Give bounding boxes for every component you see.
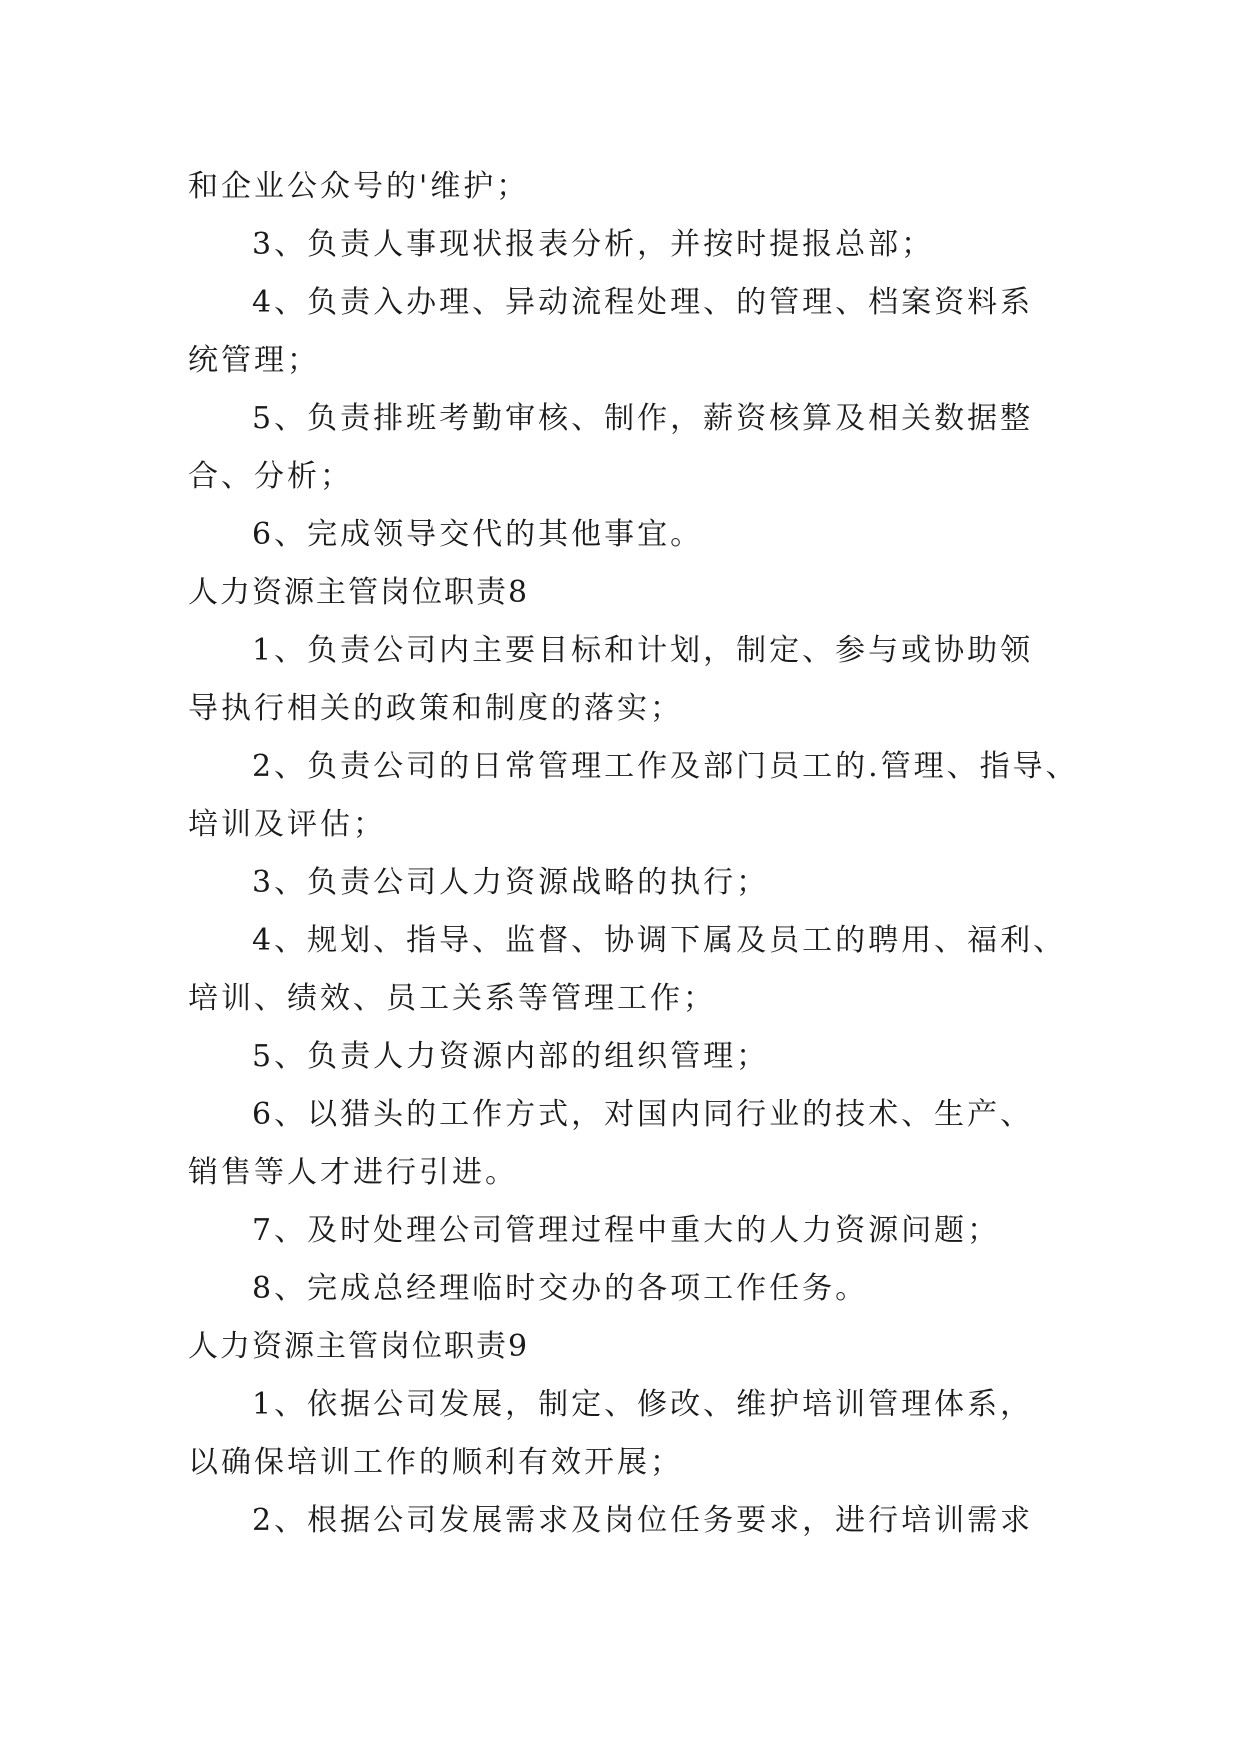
text-line: 4、规划、指导、监督、协调下属及员工的聘用、福利、 — [252, 923, 1067, 958]
document-page — [188, 158, 1079, 1550]
text-line: 3、负责公司人力资源战略的执行； — [252, 865, 770, 900]
text-line: 1、依据公司发展，制定、修改、维护培训管理体系， — [252, 1387, 1034, 1422]
section-heading: 人力资源主管岗位职责9 — [188, 1329, 530, 1364]
text-line: 6、以猎头的工作方式，对国内同行业的技术、生产、 — [252, 1097, 1034, 1132]
text-line: 2、根据公司发展需求及岗位任务要求，进行培训需求 — [252, 1503, 1034, 1538]
text-line: 8、完成总经理临时交办的各项工作任务。 — [252, 1271, 869, 1306]
text-line: 5、负责排班考勤审核、制作，薪资核算及相关数据整 — [252, 401, 1034, 436]
text-line: 1、负责公司内主要目标和计划，制定、参与或协助领 — [252, 633, 1034, 668]
text-line: 3、负责人事现状报表分析，并按时提报总部； — [252, 227, 935, 262]
text-line: 培训、绩效、员工关系等管理工作； — [188, 981, 716, 1016]
section-heading: 人力资源主管岗位职责8 — [188, 575, 530, 610]
text-line: 6、完成领导交代的其他事宜。 — [252, 517, 704, 552]
text-line: 7、及时处理公司管理过程中重大的人力资源问题； — [252, 1213, 1001, 1248]
text-line: 统管理； — [188, 343, 320, 378]
text-line: 2、负责公司的日常管理工作及部门员工的.管理、指导、 — [252, 749, 1079, 784]
text-line: 和企业公众号的'维护； — [188, 169, 530, 204]
text-line: 培训及评估； — [188, 807, 386, 842]
text-line: 5、负责人力资源内部的组织管理； — [252, 1039, 770, 1074]
text-line: 以确保培训工作的顺利有效开展； — [188, 1445, 683, 1480]
text-line: 合、分析； — [188, 459, 353, 494]
text-line: 4、负责入办理、异动流程处理、的管理、档案资料系 — [252, 285, 1034, 320]
text-line: 导执行相关的政策和制度的落实； — [188, 691, 683, 726]
text-line: 销售等人才进行引进。 — [188, 1155, 518, 1190]
